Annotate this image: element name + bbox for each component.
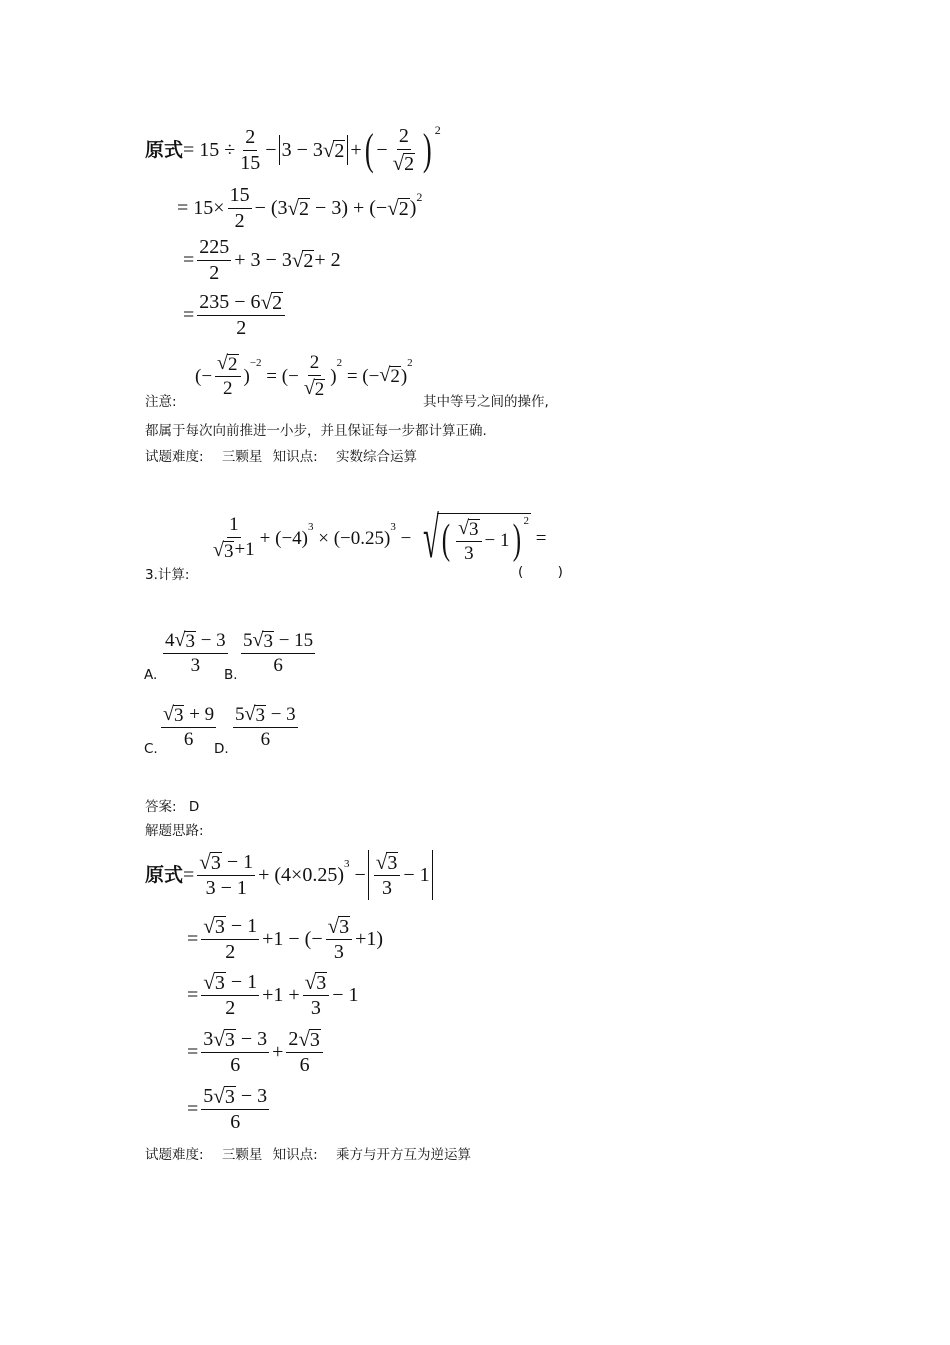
knowledge-label: 知识点: [272, 1147, 318, 1163]
eq2-lead: 原式 [145, 863, 184, 886]
eq2-line5 [187, 1082, 272, 1136]
frac-den: 3 [310, 997, 321, 1020]
fraction: √ 2 2 [215, 353, 240, 399]
eq-part: = (− [261, 365, 299, 387]
num-text: − 3 [235, 1085, 268, 1108]
eq-part: = [187, 1041, 199, 1063]
sqrt-arg: 3 [214, 972, 225, 995]
plus: + [350, 139, 362, 161]
eq1-l1-a: = 15 ÷ [183, 139, 236, 161]
difficulty-value: 三颗星 [221, 449, 263, 465]
sqrt: √ 2 [291, 247, 314, 272]
frac-den: 2 [223, 378, 233, 399]
frac-num: 2 [243, 127, 257, 151]
num-text: − 15 [273, 630, 314, 652]
paren-right: ) [423, 125, 432, 175]
exponent: 3 [390, 521, 396, 533]
sqrt-arg: 3 [224, 1029, 235, 1052]
exponent: 2 [523, 515, 529, 527]
eq-part: = [183, 864, 195, 886]
fraction: 3 √ 3 − 3 6 [203, 1026, 268, 1077]
exponent: 2 [434, 123, 441, 137]
fraction: √ 3 3 [326, 915, 353, 963]
fraction: 5 √ 3 − 15 6 [243, 629, 314, 676]
fraction: √ 3 − 1 2 [203, 913, 258, 964]
sqrt-arg: 2 [390, 366, 400, 387]
fraction [228, 185, 252, 232]
sqrt: √ 2 [287, 195, 310, 220]
eq-part: = [183, 304, 195, 326]
eq2-line4 [187, 1025, 326, 1079]
eq-part: − (3 [254, 197, 288, 219]
num-text: 5 [235, 704, 245, 726]
frac-num: 225 [197, 237, 231, 261]
eq2-line2 [187, 912, 383, 966]
meta1 [145, 445, 417, 465]
eq-part: − 1 [332, 984, 359, 1006]
eq-part: − [349, 864, 366, 886]
num-text: 3 [203, 1028, 214, 1051]
sqrt-arg: 2 [404, 153, 415, 176]
option-a [160, 626, 231, 680]
exponent: −2 [249, 357, 262, 369]
eq1-line4 [183, 290, 288, 340]
sqrt: √ 2 [387, 195, 409, 220]
question-formula [208, 500, 546, 576]
eq-part: + [272, 1041, 284, 1063]
sqrt: √ 2 [260, 289, 283, 315]
eq-part: ) [243, 365, 250, 387]
option-c-letter: C. [144, 741, 158, 757]
frac-num: 2 [397, 126, 411, 150]
exponent: 2 [416, 190, 423, 204]
frac-den: 3 [382, 877, 393, 900]
sqrt-arg: 3 [387, 852, 398, 875]
eq-part: + (4×0.25) [258, 864, 344, 886]
eq-part: = [183, 249, 195, 271]
eq-part: − 1 [403, 864, 430, 886]
eq-part: = [187, 928, 199, 950]
question-label: 3.计算: [145, 567, 190, 583]
eq-part: = (− [342, 365, 380, 387]
sqrt-arg: 2 [299, 197, 310, 220]
frac-den: 15 [240, 151, 261, 174]
eq2-line1 [145, 847, 435, 903]
frac-den: 6 [230, 1054, 241, 1077]
num-text: 2 [288, 1028, 299, 1051]
eq-part: + 3 − 3 [234, 249, 292, 271]
exponent: 3 [344, 858, 350, 870]
paren-right: ) [512, 516, 521, 563]
frac-den: 6 [260, 729, 271, 750]
sqrt-arg: 2 [228, 354, 238, 375]
fraction [211, 515, 257, 561]
num-text: − 1 [225, 971, 258, 994]
sqrt-arg: 3 [185, 631, 195, 652]
sqrt-arg: 2 [272, 292, 283, 315]
eq-part: = [530, 527, 547, 549]
paren-left: ( [441, 516, 451, 563]
eq-part: + 2 [314, 249, 341, 271]
note-formula [195, 348, 413, 404]
eq-part: +1) [355, 928, 384, 950]
eq-part: − 1 [484, 530, 510, 551]
sqrt-arg: 3 [309, 1029, 320, 1052]
frac-den: 2 [225, 941, 236, 964]
fraction [197, 237, 231, 284]
big-sqrt [415, 505, 531, 570]
eq-part: = [187, 1098, 199, 1120]
note-line2: 都属于每次向前推进一小步，并且保证每一步都计算正确. [145, 423, 487, 439]
fraction: 5 √ 3 − 3 6 [235, 703, 296, 750]
fraction [238, 127, 262, 174]
abs-bar-right [347, 135, 348, 165]
option-b-letter: B. [224, 667, 238, 683]
eq-part: = [187, 984, 199, 1006]
answer-blank: ( ) [518, 564, 563, 580]
num-text: − 1 [221, 851, 254, 874]
frac-den: 3 [190, 655, 201, 676]
note-tail: 其中等号之间的操作, [423, 394, 549, 410]
frac-den: 3 [333, 941, 344, 964]
num-text: − 3 [235, 1028, 268, 1051]
sqrt-arg: 3 [255, 705, 265, 726]
fraction: 2 √ 2 [392, 124, 415, 176]
sqrt-arg: 3 [263, 631, 273, 652]
num-text: − 3 [195, 630, 226, 652]
fraction: √ 3 − 1 3 − 1 [199, 849, 254, 900]
num-text: 5 [243, 630, 253, 652]
fraction: 5 √ 3 − 3 6 [203, 1083, 268, 1134]
frac-den: 2 [234, 209, 245, 232]
eq-part: ) [330, 365, 337, 387]
sqrt-arg: 3 [223, 540, 234, 562]
frac-den: 6 [273, 655, 283, 676]
eq2-line3 [187, 968, 358, 1022]
fraction: 2 √ 2 [303, 352, 325, 400]
eq-part: ) [409, 197, 417, 219]
frac-num: 1 [227, 515, 241, 538]
abs-bar-left [368, 850, 369, 900]
fraction [197, 291, 285, 339]
answer-label: 答案: [145, 799, 177, 815]
minus: − [376, 139, 388, 161]
answer [145, 795, 199, 815]
eq-part: − 3) + (− [310, 197, 388, 219]
abs-content: 3 − 3 [281, 139, 323, 161]
fraction: √ 3 3 [374, 851, 401, 899]
difficulty-value: 三颗星 [221, 1147, 263, 1163]
num-text: − 1 [225, 915, 258, 938]
frac-num: 2 [308, 353, 322, 376]
sqrt-arg: 3 [173, 705, 184, 726]
eq-part: × (−0.25) [313, 527, 391, 549]
option-c [158, 700, 219, 754]
eq-part: (− [195, 365, 213, 387]
exponent: 2 [407, 357, 413, 369]
sqrt-arg: 3 [224, 1086, 235, 1109]
eq-part: +1 − (− [262, 928, 323, 950]
difficulty-label: 试题难度: [145, 1147, 204, 1163]
fraction: √ 3 3 [456, 518, 481, 564]
eq-part: + (−4) [259, 527, 309, 549]
knowledge-value: 实数综合运算 [336, 449, 418, 465]
sqrt-arg: 2 [303, 249, 314, 272]
frac-den: 6 [183, 729, 194, 750]
num-text: − 3 [265, 704, 296, 726]
knowledge-value: 乘方与开方互为逆运算 [336, 1147, 472, 1163]
frac-den-tail: +1 [234, 539, 255, 560]
sqrt-arg: 3 [214, 916, 225, 939]
solution-label: 解题思路: [145, 823, 204, 839]
fraction: √ 3 + 9 6 [163, 703, 215, 750]
sqrt-arg: 2 [334, 139, 345, 162]
abs-bar-right [432, 850, 433, 900]
frac-den: 2 [225, 997, 236, 1020]
meta2 [145, 1143, 471, 1163]
sqrt-arg: 3 [316, 972, 327, 995]
sqrt-arg: 3 [210, 852, 221, 875]
num-text: 4 [165, 630, 175, 652]
frac-den: 3 [464, 542, 474, 564]
num-text: + 9 [184, 704, 215, 726]
sqrt: √ 2 [322, 137, 345, 162]
note-label: 注意: [145, 394, 177, 410]
exponent: 2 [336, 357, 343, 369]
sqrt: √ 3 [213, 539, 234, 562]
fraction: 2 √ 3 6 [286, 1028, 323, 1076]
sqrt-arg: 3 [469, 518, 479, 540]
sqrt-arg: 3 [339, 916, 350, 939]
eq1-lead: 原式 [145, 138, 184, 161]
eq1-line1 [145, 120, 441, 180]
eq1-line3 [183, 236, 341, 284]
option-d [230, 700, 301, 754]
difficulty-label: 试题难度: [145, 449, 204, 465]
eq-part: − [395, 527, 412, 549]
radical-arg [437, 513, 531, 567]
answer-value: D [188, 799, 200, 815]
eq-part: +1 + [262, 984, 300, 1006]
eq-part: = 15× [177, 197, 225, 219]
fraction: √ 3 − 1 2 [203, 969, 258, 1020]
frac-den: 2 [209, 261, 220, 284]
fraction: 4 √ 3 − 3 3 [165, 629, 226, 676]
fraction: √ 3 3 [303, 971, 330, 1019]
knowledge-label: 知识点: [272, 449, 318, 465]
paren-left: ( [364, 125, 374, 175]
minus: − [265, 139, 277, 161]
frac-den: 3 − 1 [205, 877, 247, 900]
option-b [238, 626, 318, 680]
frac-num-text: 235 − 6 [199, 291, 261, 314]
frac-den: 6 [299, 1054, 310, 1077]
exponent: 3 [308, 521, 314, 533]
option-d-letter: D. [214, 741, 229, 757]
num-text: 5 [203, 1085, 214, 1108]
frac-den: 6 [230, 1111, 241, 1134]
frac-den: 2 [236, 317, 247, 340]
sqrt-arg: 2 [398, 197, 409, 220]
option-a-letter: A. [144, 667, 158, 683]
sqrt-arg: 2 [314, 378, 325, 400]
abs-bar-left [279, 135, 280, 165]
frac-num: 15 [228, 185, 252, 209]
eq-part: ) [400, 365, 408, 387]
sqrt: √ 2 [379, 364, 400, 387]
radical-sign: √ [423, 505, 440, 570]
eq1-line2 [177, 185, 422, 231]
